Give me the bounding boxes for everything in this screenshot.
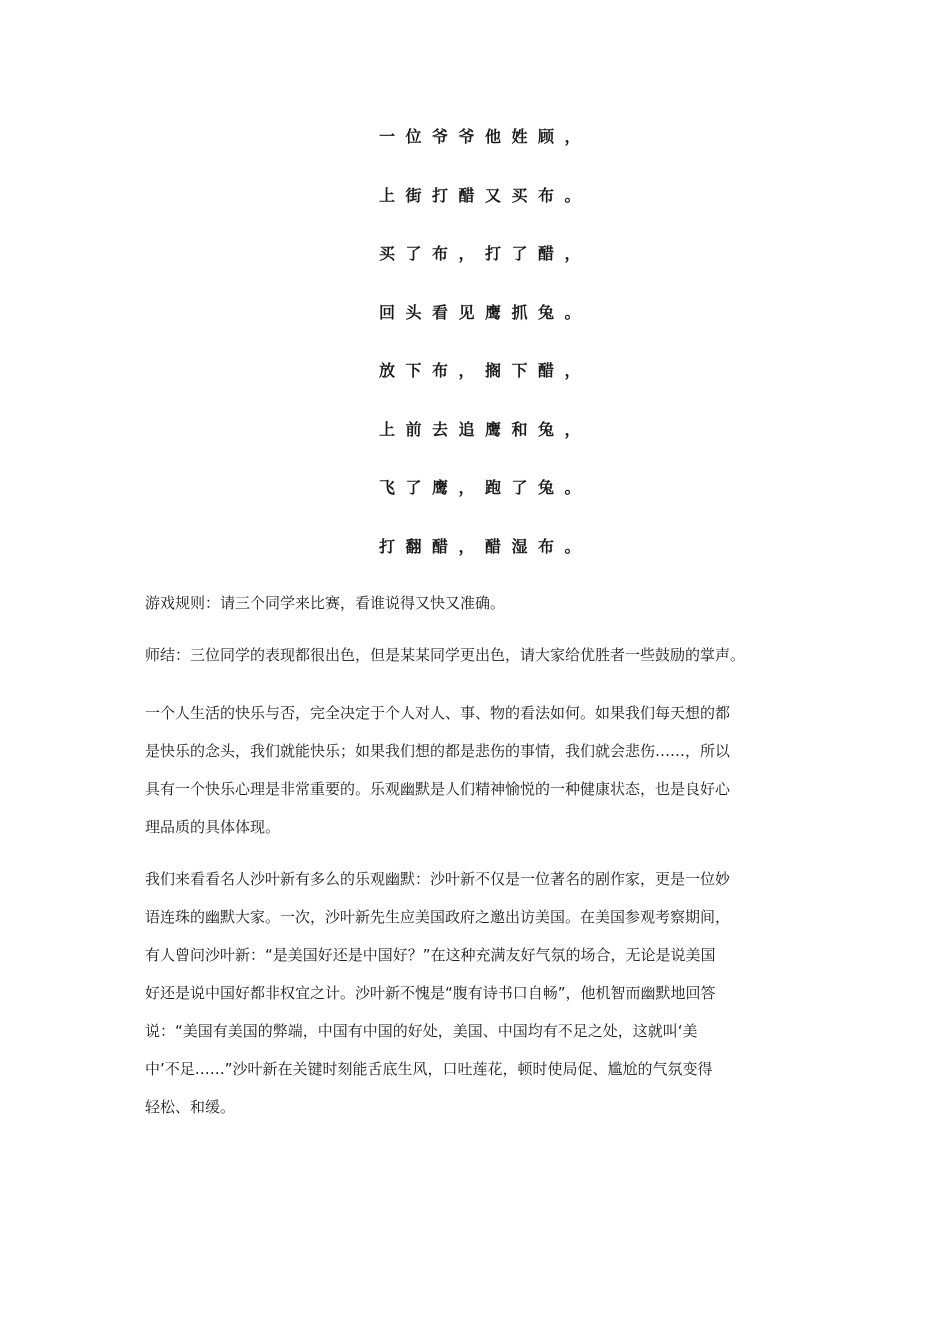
teacher-summary: 师结：三位同学的表现都很出色，但是某某同学更出色，请大家给优胜者一些鼓励的掌声。 [145,646,746,664]
paragraph-line: 说：“美国有美国的弊端，中国有中国的好处，美国、中国均有不足之处，这就叫‘美 [145,1022,698,1040]
paragraph-line: 一个人生活的快乐与否，完全决定于个人对人、事、物的看法如何。如果我们每天想的都 [145,704,731,722]
poem-line: 一位爷爷他姓顾， [379,127,592,146]
paragraph-line: 轻松、和缓。 [145,1098,236,1116]
paragraph-line: 是快乐的念头，我们就能快乐；如果我们想的都是悲伤的事情，我们就会悲伤……，所以 [145,742,731,760]
paragraph-line: 好还是说中国好都非权宜之计。沙叶新不愧是“腹有诗书口自畅”，他机智而幽默地回答 [145,984,716,1002]
paragraph-sha-yexin [145,860,825,1126]
paragraph-line: 中’不足……”沙叶新在关键时刻能舌底生风，口吐莲花，顿时使局促、尴尬的气氛变得 [145,1060,713,1078]
paragraph-happiness [145,694,825,846]
paragraph-line: 理品质的具体体现。 [145,818,281,836]
poem-line: 上街打醋又买布。 [379,185,592,205]
poem-line: 打翻醋，醋湿布。 [379,536,592,556]
body-text [145,590,825,1140]
paragraph-line: 我们来看看名人沙叶新有多么的乐观幽默：沙叶新不仅是一位著名的剧作家，更是一位妙 [145,870,731,888]
poem-line: 回头看见鹰抓兔。 [379,302,592,322]
poem [379,124,639,592]
paragraph-line: 有人曾问沙叶新：“是美国好还是中国好？”在这种充满友好气氛的场合，无论是说美国 [145,946,716,964]
poem-line: 放下布，搁下醋， [379,361,592,380]
poem-line: 飞了鹰，跑了兔。 [379,478,592,497]
paragraph-line: 具有一个快乐心理是非常重要的。乐观幽默是人们精神愉悦的一种健康状态，也是良好心 [145,780,731,798]
poem-line: 上前去追鹰和兔， [379,419,592,439]
poem-line: 买了布，打了醋， [379,244,592,263]
game-rules: 游戏规则：请三个同学来比赛，看谁说得又快又准确。 [145,594,506,612]
paragraph-line: 语连珠的幽默大家。一次，沙叶新先生应美国政府之邀出访美国。在美国参观考察期间， [145,908,731,926]
